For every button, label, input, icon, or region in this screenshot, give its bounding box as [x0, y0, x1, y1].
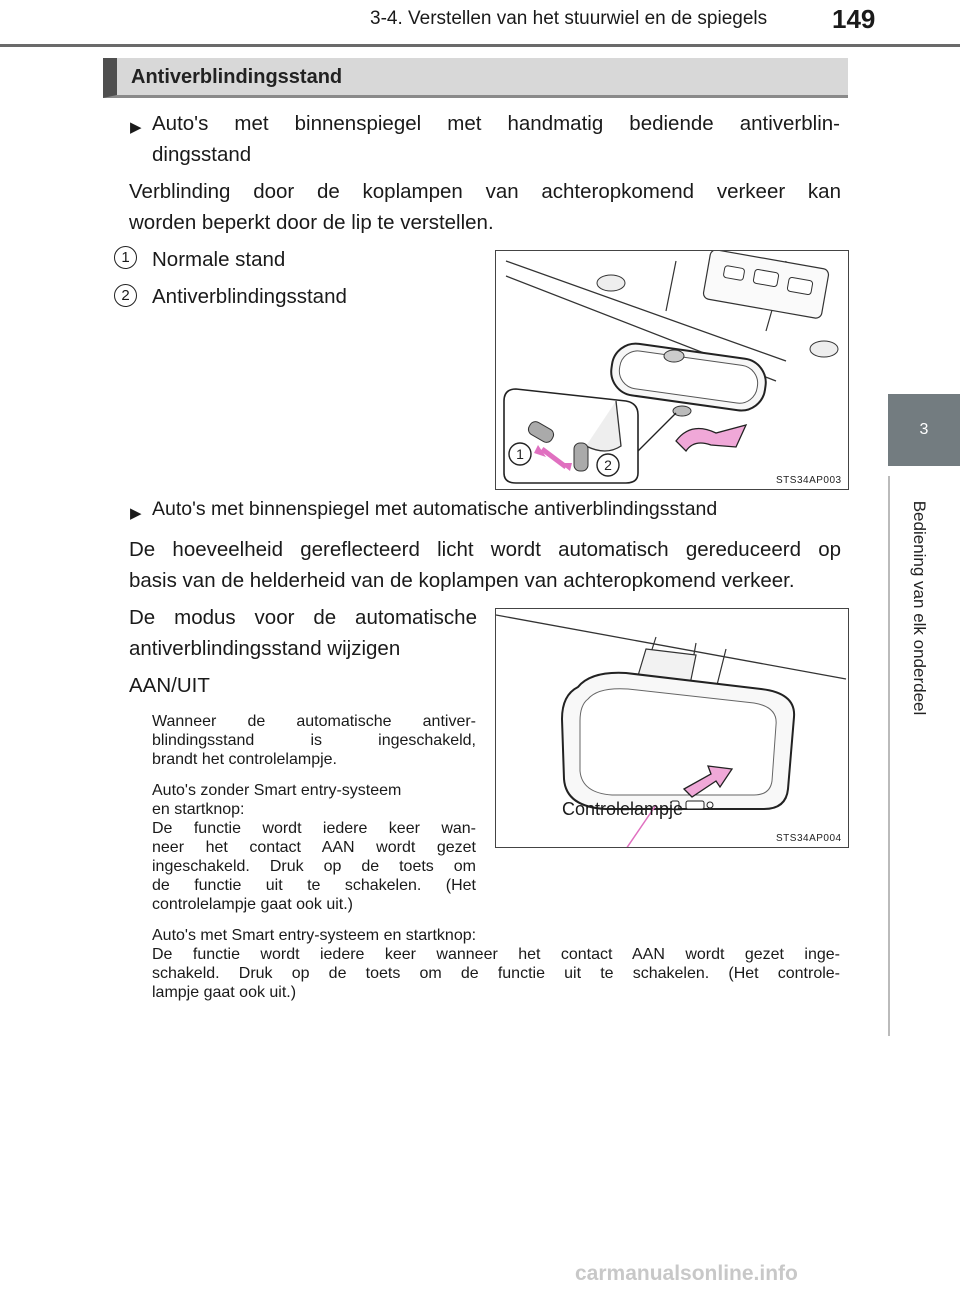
header-rule — [0, 44, 960, 47]
section-heading-bar — [103, 58, 848, 98]
bullet-arrow-icon: ▶ — [130, 505, 142, 522]
note1-line2: blindingsstand is ingeschakeld, — [152, 732, 476, 749]
chapter-tab — [888, 394, 960, 466]
auto-desc-line1: De hoeveelheid gereflecteerd licht wordt automatisch gereduceerd op — [129, 538, 841, 561]
manual-desc-line1: Verblinding door de koplampen van achteropkomend verkeer kan — [129, 180, 841, 203]
figure1-callout-1: 1 — [516, 446, 524, 462]
running-header: 3-4. Verstellen van het stuurwiel en de spiegels — [370, 8, 768, 29]
manual-desc-line2: worden beperkt door de lip te verstellen. — [129, 211, 494, 234]
bullet-manual-line2: dingsstand — [152, 143, 252, 166]
bullet-arrow-icon: ▶ — [130, 119, 142, 136]
item-label-antiglare: Antiverblindingsstand — [152, 285, 347, 308]
note3-line2: De functie wordt iedere keer wanneer het contact AAN wordt gezet inge- — [152, 946, 840, 963]
item-label-normal: Normale stand — [152, 248, 286, 271]
bullet-manual-line1: Auto's met binnenspiegel met handmatig bediende antiverblin- — [152, 112, 840, 135]
note2-line1: Auto's zonder Smart entry-systeem — [152, 782, 402, 799]
chapter-label: Bediening van elk onderdeel — [910, 500, 929, 716]
mode-line3: AAN/UIT — [129, 674, 210, 697]
item-number-2: 2 — [114, 284, 137, 307]
section-heading: Antiverblindingsstand — [131, 66, 343, 88]
note3-line3: schakeld. Druk op de toets om de functie uit te schakelen. (Het controle- — [152, 965, 840, 982]
figure2-callout-controlelampje: Controlelampje — [562, 799, 684, 819]
note2-line5: ingeschakeld. Druk op de toets om — [152, 858, 476, 875]
note1-line3: brandt het controlelampje. — [152, 751, 337, 768]
bullet-auto: Auto's met binnenspiegel met automatische antiverblindingsstand — [152, 498, 718, 520]
item-number-1: 1 — [114, 246, 137, 269]
manual-mirror-illustration — [496, 251, 849, 490]
footer-watermark: carmanualsonline.info — [575, 1262, 798, 1285]
figure-manual-mirror — [495, 250, 849, 490]
auto-desc-line2: basis van de helderheid van de koplampen van achteropkomend verkeer. — [129, 569, 795, 592]
mode-line2: antiverblindingsstand wijzigen — [129, 637, 401, 660]
figure-auto-mirror — [495, 608, 849, 848]
note2-line3: De functie wordt iedere keer wan- — [152, 820, 476, 837]
note2-line2: en startknop: — [152, 801, 245, 818]
note3-line4: lampje gaat ook uit.) — [152, 984, 297, 1001]
chapter-number: 3 — [919, 421, 929, 438]
figure2-code: STS34AP004 — [776, 833, 842, 844]
figure1-callout-2: 2 — [604, 457, 612, 473]
page-number: 149 — [832, 4, 876, 34]
note2-line4: neer het contact AAN wordt gezet — [152, 839, 476, 856]
note3-line1: Auto's met Smart entry-systeem en startknop: — [152, 927, 477, 944]
note1-line1: Wanneer de automatische antiver- — [152, 713, 476, 730]
note2-line7: controlelampje gaat ook uit.) — [152, 896, 353, 913]
note2-line6: de functie uit te schakelen. (Het — [152, 877, 476, 894]
mode-line1: De modus voor de automatische — [129, 606, 477, 629]
chapter-label-box — [906, 478, 932, 738]
side-divider — [888, 476, 890, 1036]
figure1-code: STS34AP003 — [776, 475, 842, 486]
